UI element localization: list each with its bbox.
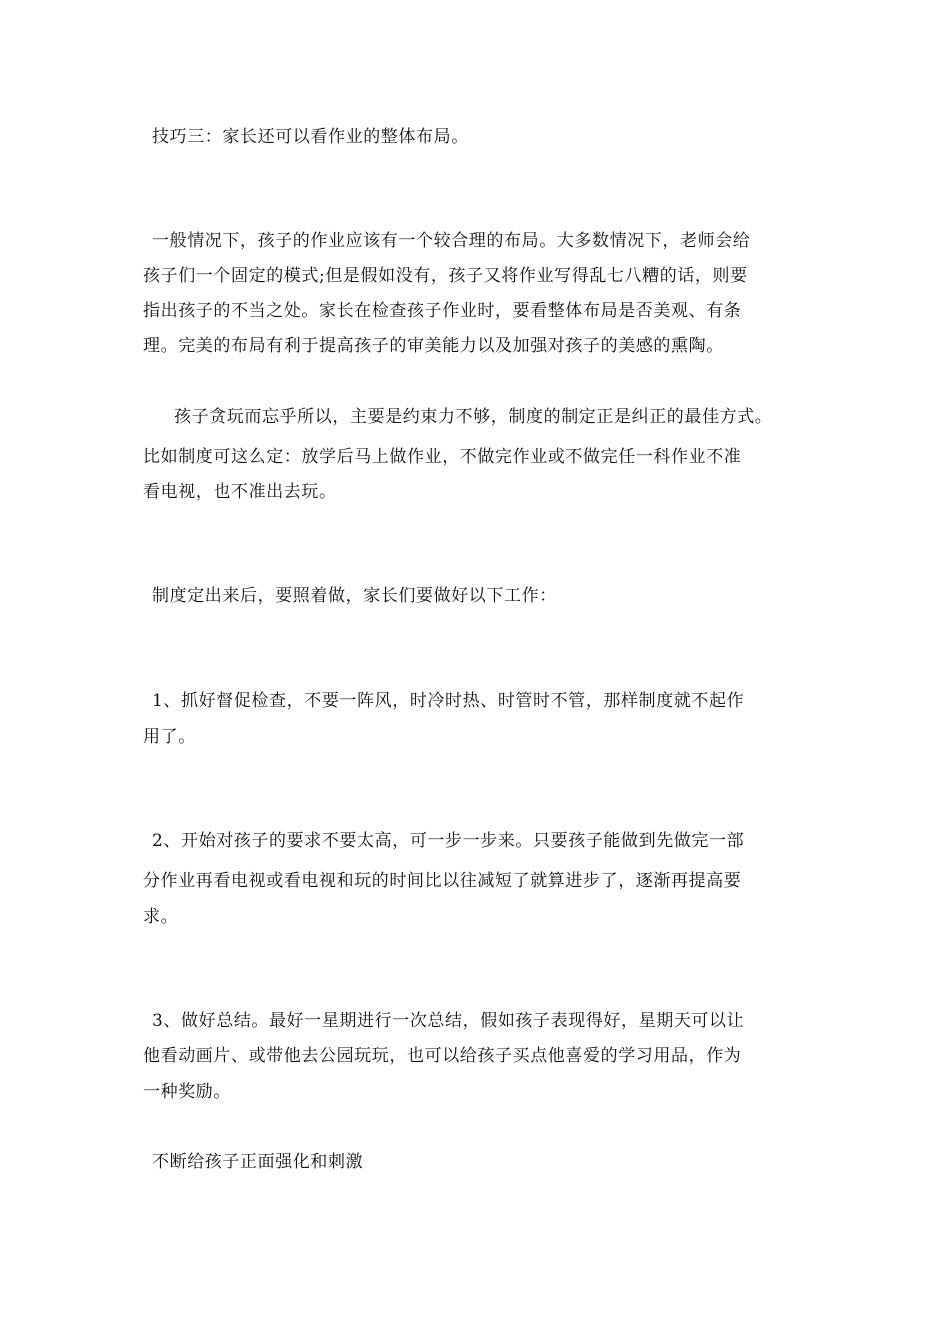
layout-paragraph-line-3: 指出孩子的不当之处。家长在检查孩子作业时，要看整体布局是否美观、有条 bbox=[143, 301, 742, 321]
item-3-line-3: 一种奖励。 bbox=[143, 1082, 231, 1102]
tip-three-heading: 技巧三：家长还可以看作业的整体布局。 bbox=[152, 127, 469, 147]
item-1-line-2: 用了。 bbox=[143, 727, 196, 747]
rules-paragraph-line-1: 孩子贪玩而忘乎所以，主要是约束力不够，制度的制定正是纠正的最佳方式。 bbox=[174, 407, 773, 427]
layout-paragraph-line-1: 一般情况下，孩子的作业应该有一个较合理的布局。大多数情况下，老师会给 bbox=[152, 231, 751, 251]
item-2-line-2: 分作业再看电视或看电视和玩的时间比以往减短了就算进步了，逐渐再提高要 bbox=[143, 871, 742, 891]
after-rules-intro: 制度定出来后，要照着做，家长们要做好以下工作： bbox=[152, 586, 557, 606]
item-2-line-3: 求。 bbox=[143, 907, 179, 927]
item-1-line-1: 1、抓好督促检查，不要一阵风，时冷时热、时管时不管，那样制度就不起作 bbox=[152, 691, 745, 711]
layout-paragraph-line-4: 理。完美的布局有利于提高孩子的审美能力以及加强对孩子的美感的熏陶。 bbox=[143, 336, 724, 356]
layout-paragraph-line-2: 孩子们一个固定的模式;但是假如没有，孩子又将作业写得乱七八糟的话，则要 bbox=[143, 266, 748, 286]
item-3-line-2: 他看动画片、或带他去公园玩玩，也可以给孩子买点他喜爱的学习用品，作为 bbox=[143, 1046, 742, 1066]
item-3-line-1: 3、做好总结。最好一星期进行一次总结，假如孩子表现得好，星期天可以让 bbox=[152, 1011, 745, 1031]
item-2-line-1: 2、开始对孩子的要求不要太高，可一步一步来。只要孩子能做到先做完一部 bbox=[152, 831, 745, 851]
reinforcement-heading: 不断给孩子正面强化和刺激 bbox=[152, 1152, 364, 1172]
rules-paragraph-line-2: 比如制度可这么定：放学后马上做作业，不做完作业或不做完任一科作业不准 bbox=[143, 447, 742, 467]
rules-paragraph-line-3: 看电视，也不准出去玩。 bbox=[143, 482, 337, 502]
